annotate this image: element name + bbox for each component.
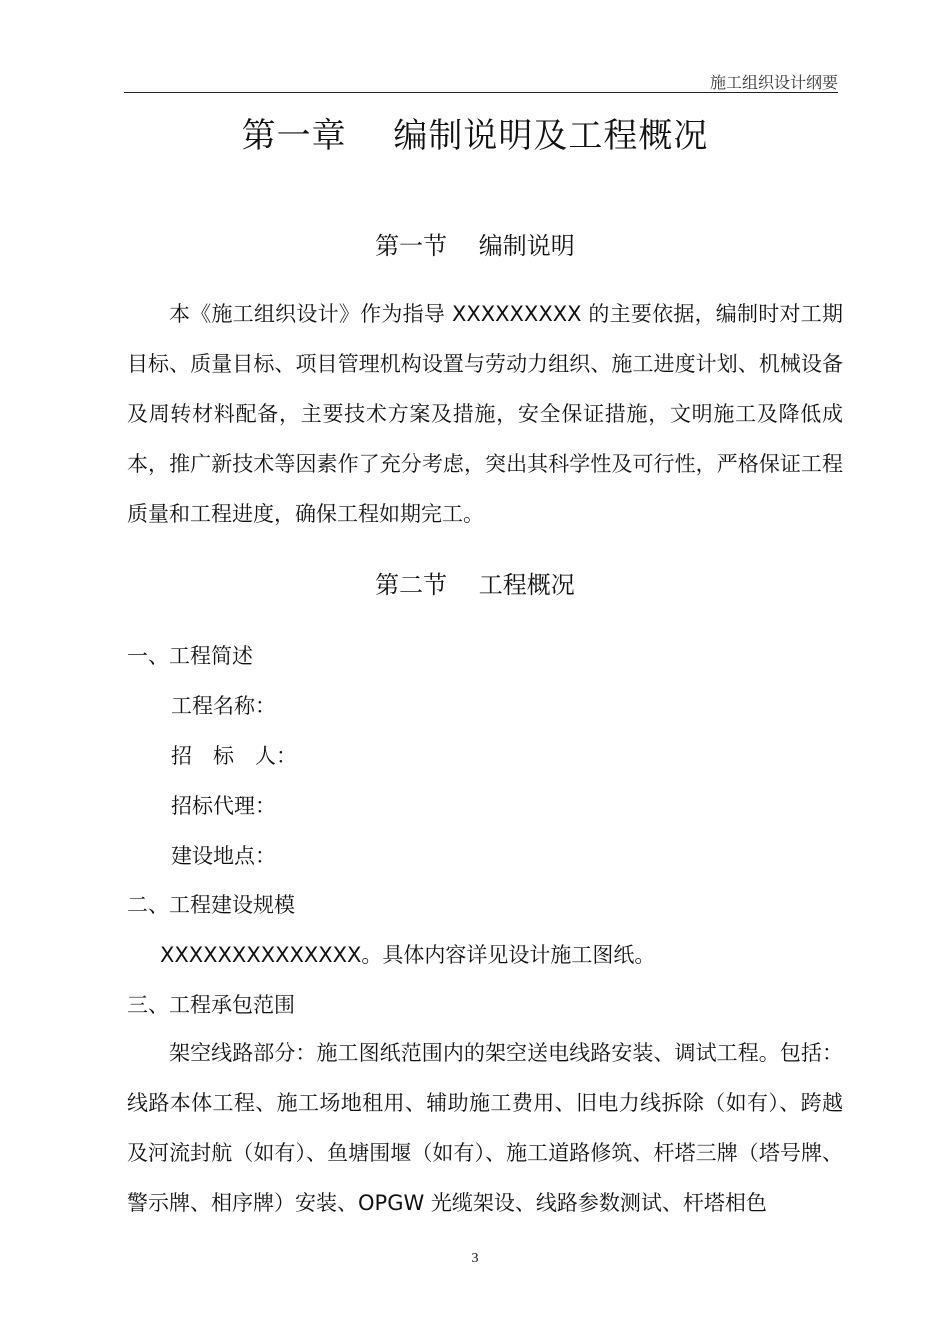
field-tenderer: 招 标 人： bbox=[171, 744, 297, 768]
heading-construction-scale: 二、工程建设规模 bbox=[127, 893, 295, 917]
section-title-1: 第一节 编制说明 bbox=[375, 232, 575, 260]
section-title-2: 第二节 工程概况 bbox=[375, 571, 575, 599]
header-divider bbox=[124, 92, 838, 93]
heading-project-overview: 一、工程简述 bbox=[127, 644, 253, 668]
running-header: 施工组织设计纲要 bbox=[709, 73, 838, 92]
heading-contract-scope: 三、工程承包范围 bbox=[127, 993, 295, 1017]
page-number: 3 bbox=[471, 1251, 479, 1266]
field-tender-agent: 招标代理： bbox=[171, 794, 276, 818]
field-location: 建设地点： bbox=[171, 844, 276, 868]
scale-text: XXXXXXXXXXXXXX。具体内容详见设计施工图纸。 bbox=[160, 943, 656, 967]
scope-paragraph: 架空线路部分：施工图纸范围内的架空送电线路安装、调试工程。包括：线路本体工程、施工场地租用、辅助施工费用、旧电力线拆除（如有）、跨越及河流封航（如有）、鱼塘围堰（如有）、施工道路修筑、杆塔三牌（塔号牌、警示牌、相序牌）安装、OPGW 光缆架设、线路参数测试、杆塔相色 bbox=[127, 1041, 843, 1215]
field-project-name: 工程名称： bbox=[171, 694, 276, 718]
compilation-paragraph: 本《施工组织设计》作为指导 XXXXXXXXX 的主要依据，编制时对工期目标、质量目标、项目管理机构设置与劳动力组织、施工进度计划、机械设备及周转材料配备，主要技术方案及措施，安全保证措施，文明施工及降低成本，推广新技术等因素作了充分考虑，突出其科学性及可行性，严格保证工程质量和工程进度，确保工程如期完工。 bbox=[127, 302, 843, 526]
chapter-title: 第一章 编制说明及工程概况 bbox=[241, 116, 709, 156]
